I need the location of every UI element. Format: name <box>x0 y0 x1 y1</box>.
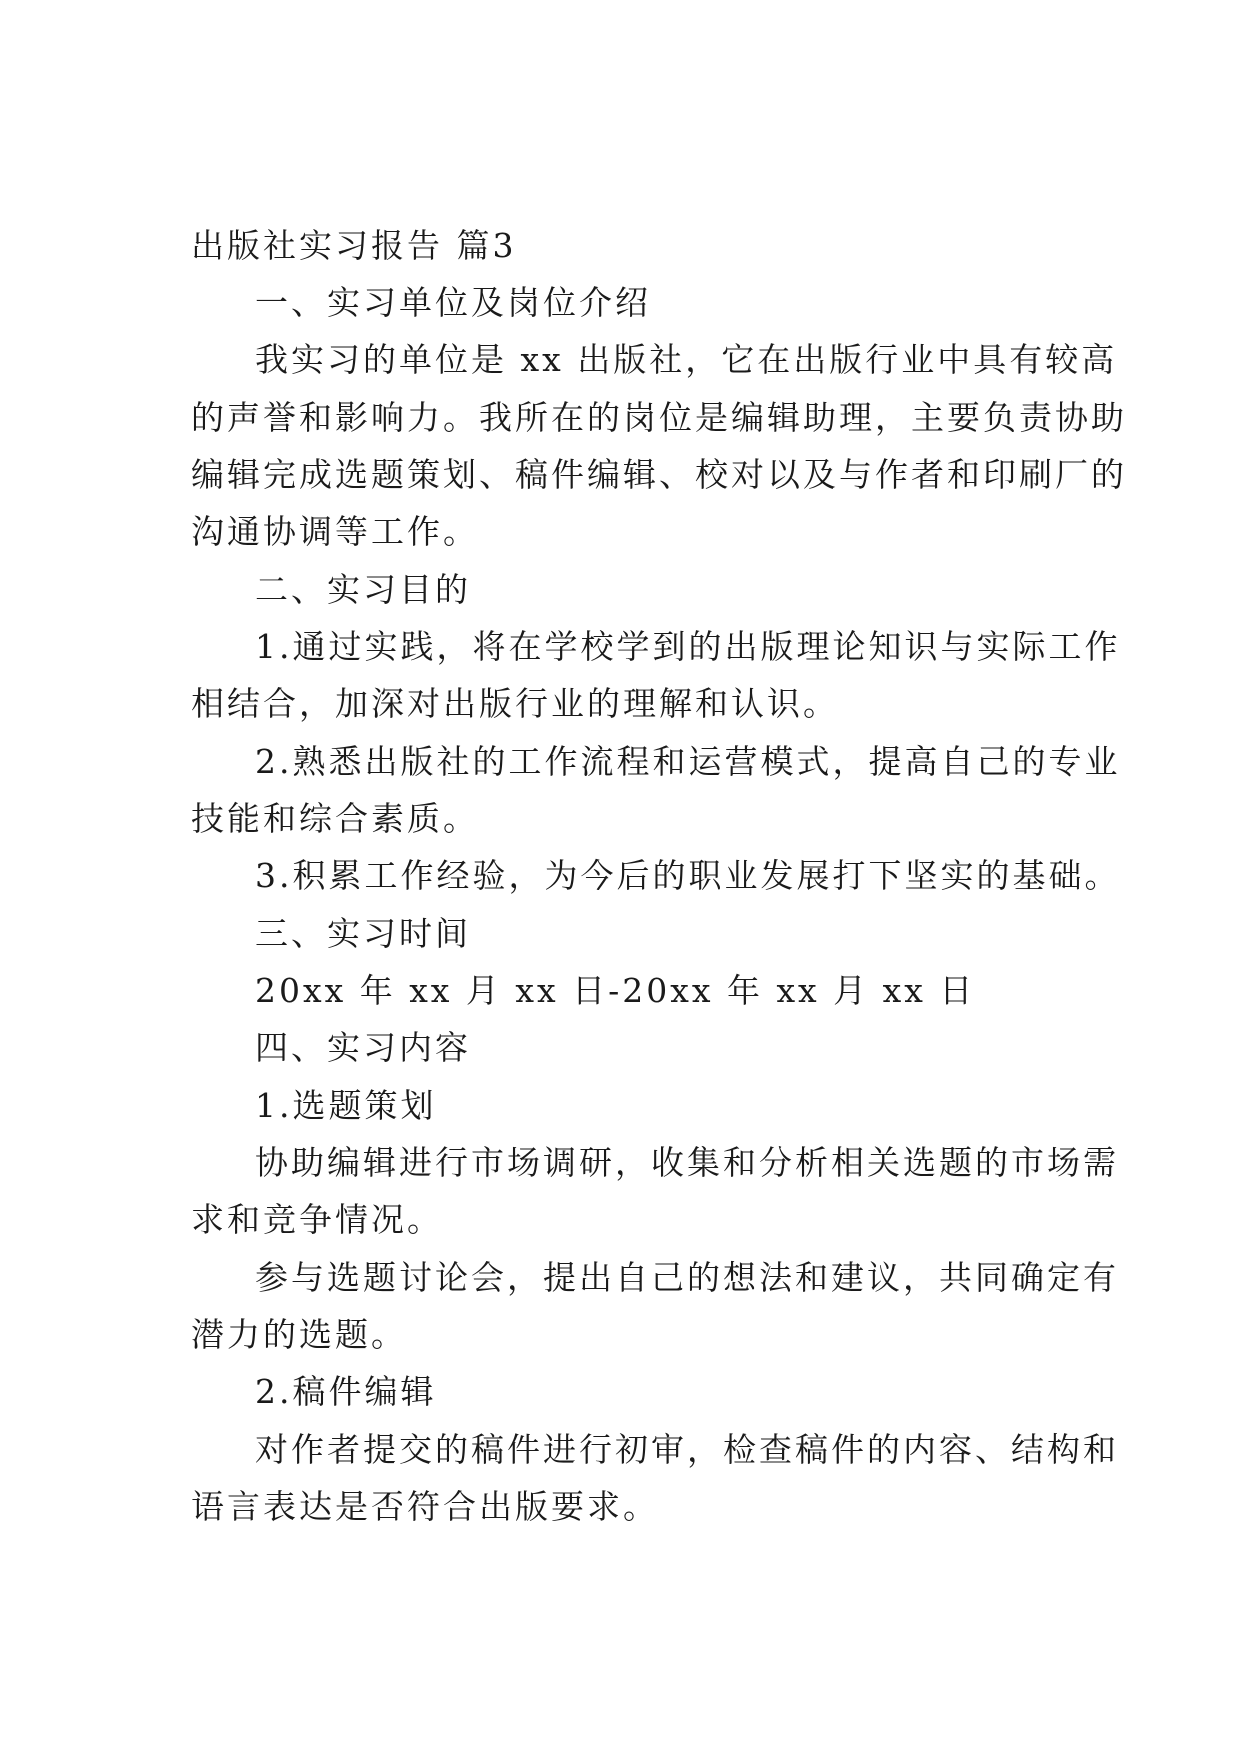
paragraph-line: 的声誉和影响力。我所在的岗位是编辑助理，主要负责协助 <box>191 398 1127 437</box>
paragraph-line: 求和竞争情况。 <box>191 1200 443 1239</box>
section-heading-2: 二、实习目的 <box>255 570 471 609</box>
subsection-heading: 2.稿件编辑 <box>255 1372 437 1411</box>
section-heading-3: 三、实习时间 <box>255 914 471 953</box>
date-range: 20xx 年 xx 月 xx 日-20xx 年 xx 月 xx 日 <box>255 971 976 1010</box>
paragraph-line: 我实习的单位是 xx 出版社，它在出版行业中具有较高 <box>255 340 1118 379</box>
section-heading-1: 一、实习单位及岗位介绍 <box>255 283 651 322</box>
paragraph-line: 语言表达是否符合出版要求。 <box>191 1487 659 1526</box>
document-title: 出版社实习报告 篇3 <box>191 226 517 265</box>
paragraph-line: 编辑完成选题策划、稿件编辑、校对以及与作者和印刷厂的 <box>191 455 1127 494</box>
list-item-line: 技能和综合素质。 <box>191 799 479 838</box>
paragraph-line: 参与选题讨论会，提出自己的想法和建议，共同确定有 <box>255 1258 1119 1297</box>
paragraph-line: 潜力的选题。 <box>191 1315 407 1354</box>
paragraph-line: 协助编辑进行市场调研，收集和分析相关选题的市场需 <box>255 1143 1119 1182</box>
paragraph-line: 对作者提交的稿件进行初审，检查稿件的内容、结构和 <box>255 1430 1119 1469</box>
section-heading-4: 四、实习内容 <box>255 1028 471 1067</box>
subsection-heading: 1.选题策划 <box>255 1086 437 1125</box>
paragraph-line: 沟通协调等工作。 <box>191 512 479 551</box>
list-item-line: 相结合，加深对出版行业的理解和认识。 <box>191 684 839 723</box>
list-item-line: 1.通过实践，将在学校学到的出版理论知识与实际工作 <box>255 627 1121 666</box>
list-item-line: 2.熟悉出版社的工作流程和运营模式，提高自己的专业 <box>255 742 1121 781</box>
list-item-line: 3.积累工作经验，为今后的职业发展打下坚实的基础。 <box>255 856 1121 895</box>
